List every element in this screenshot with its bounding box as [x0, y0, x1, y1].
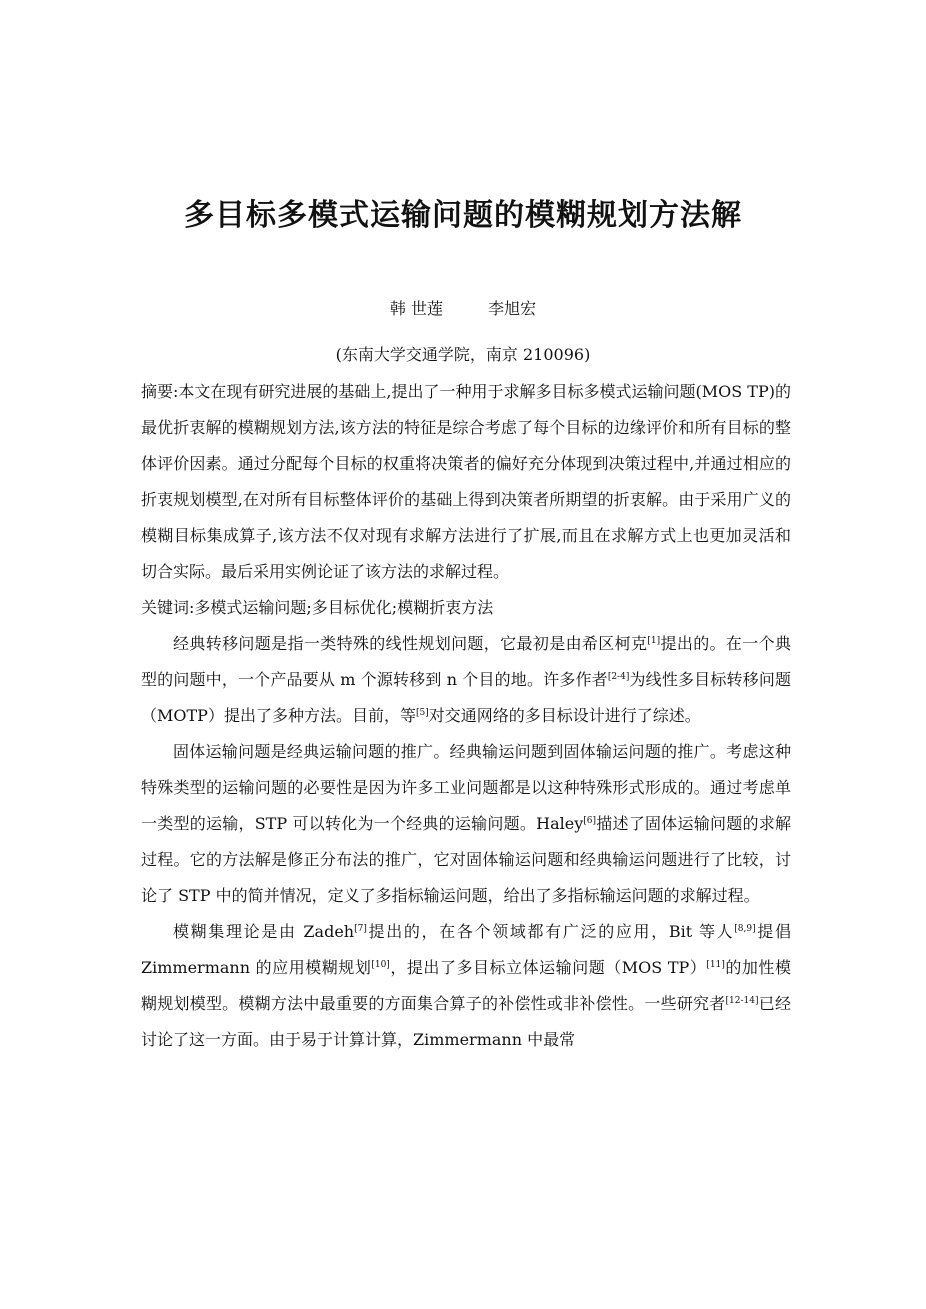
text-run: 提倡 Zimmermann 的应用模糊规划: [141, 922, 791, 977]
citation: [2-4]: [607, 672, 630, 682]
abstract-text: 本文在现有研究进展的基础上,提出了一种用于求解多目标多模式运输问题(MOS TP)的最优折衷解的模糊规划方法,该方法的特征是综合考虑了每个目标的边缘评价和所有目标的整体评价因素。通过分配每个目标的权重将决策者的偏好充分体现到决策过程中,并通过相应的折衷规划模型,在对所有目标整体评价的基础上得到决策者所期望的折衷解。由于采用广义的模糊目标集成算子,该方法不仅对现有求解方法进行了扩展,而且在求解方式上也更加灵活和切合实际。最后采用实例论证了该方法的求解过程。: [141, 382, 791, 581]
keywords-text: 多模式运输问题;多目标优化;模糊折衷方法: [194, 598, 494, 617]
text-run: 提出的，在各个领域都有广泛的应用，Bit 等人: [366, 922, 735, 941]
text-run: ，提出了多目标立体运输问题（MOS TP）: [389, 958, 707, 977]
author-list: [0, 296, 926, 319]
abstract-label: 摘要:: [141, 382, 179, 401]
keywords: [141, 590, 791, 626]
citation: [8,9]: [734, 924, 756, 934]
text-run: 固体运输问题是经典运输问题的推广。经典输运问题到固体输运问题的推广。考虑这种特殊类型的运输问题的必要性是因为许多工业问题都是以这种特殊形式形成的。通过考虑单一类型的运输，STP 可以转化为一个经典的运输问题。Haley: [141, 742, 791, 833]
text-run: 的加性模糊规划模型。模糊方法中最重要的方面集合算子的补偿性或非补偿性。一些研究者: [141, 958, 791, 1013]
author-name: 李旭宏: [488, 299, 537, 318]
abstract: [141, 374, 791, 590]
text-run: 已经讨论了这一方面。由于易于计算计算，Zimmermann 中最常: [141, 994, 791, 1049]
citation: [7]: [354, 924, 367, 934]
citation: [5]: [415, 708, 429, 718]
text-run: 提出的。在一个典型的问题中，一个产品要从 m 个源转移到 n 个目的地。许多作者: [141, 634, 791, 689]
text-run: 描述了固体运输问题的求解过程。它的方法解是修正分布法的推广，它对固体输运问题和经典输运问题进行了比较，讨论了 STP 中的简并情况，定义了多指标输运问题，给出了多指标输运问题的求解过程。: [141, 814, 791, 905]
citation: [1]: [647, 636, 661, 646]
citation: [12-14]: [725, 996, 759, 1006]
citation: [6]: [583, 816, 597, 826]
paragraph-2: [141, 734, 791, 914]
affiliation: (东南大学交通学院，南京 210096): [335, 345, 591, 364]
citation: [11]: [706, 960, 725, 970]
text-run: 经典转移问题是指一类特殊的线性规划问题，它最初是由希区柯克: [173, 634, 648, 653]
paragraph-3: [141, 914, 791, 1058]
text-run: 为线性多目标转移问题（MOTP）提出了多种方法。目前，等: [141, 670, 791, 725]
paper-body: [141, 374, 791, 1058]
text-run: 模糊集理论是由 Zadeh: [173, 922, 355, 941]
paragraph-1: [141, 626, 791, 734]
author-name: 韩 世莲: [389, 299, 443, 318]
text-run: 对交通网络的多目标设计进行了综述。: [428, 706, 701, 725]
citation: [10]: [371, 960, 390, 970]
keywords-label: 关键词:: [141, 598, 195, 617]
paper-title: 多目标多模式运输问题的模糊规划方法解: [184, 198, 742, 233]
